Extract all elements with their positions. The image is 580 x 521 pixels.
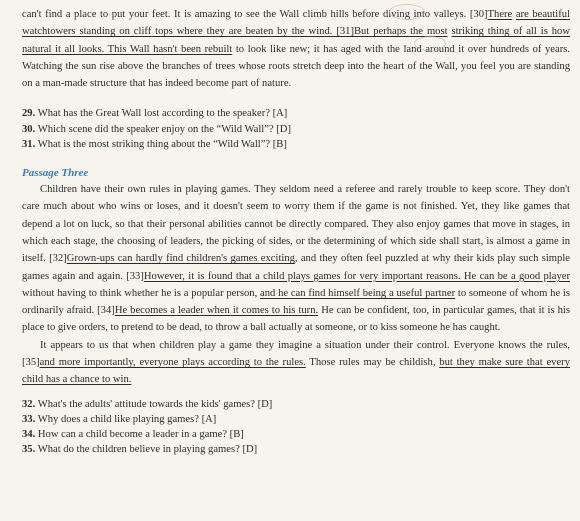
- underlined-text-segment: Grown-ups can hardly find children's games exciting: [66, 253, 295, 265]
- text-segment: deep into the heart of the Wall, you feel you are standing on a man-made structure that has indeed become part: [22, 60, 570, 90]
- question-item: [22, 106, 570, 121]
- text-segment: without having to think whether he is a popular person,: [22, 287, 261, 299]
- question-item: [22, 442, 570, 457]
- underlined-text-segment: He becomes a leader when it comes to his turn.: [114, 305, 319, 317]
- spacer: [22, 389, 570, 397]
- question-item: [22, 412, 570, 427]
- question-text: Why does a child like playing games? [A]: [35, 413, 217, 425]
- passage-three: [22, 166, 570, 389]
- text-segment: the land around it over hundreds of years. Watching the sun rise above the branches of trees whose roots stretch: [22, 43, 570, 72]
- text-segment: of nature.: [250, 78, 292, 90]
- spacer: [22, 92, 570, 106]
- passage-two-continuation: [22, 6, 570, 92]
- text-segment: can't find a place to put your feet. It is amazing to see the Wall climb hills before diving into valleys. [30]: [22, 9, 488, 20]
- text-segment: It appears to us that when children play a game they imagine a situation under their control. Everyone knows the rules, [35]: [22, 339, 570, 369]
- question-number: 34.: [22, 429, 36, 441]
- underlined-text-segment: are beautiful watchtowers standing on cliff tops where they are beaten by the wind. [31]But perhaps the most: [22, 9, 571, 38]
- spacer: [22, 152, 570, 166]
- text-segment: to look like new; it has aged with: [232, 43, 384, 55]
- passage-three-paragraph-1: [22, 181, 570, 337]
- text-segment: Children have their own rules in playing games. They seldom need a referee and rarely trouble to keep score. They don't care much about who wins or loses, and it doesn't seem to worry them if the game is not finished. Yet, they like games that depend a lot on luck, so that their personal abilities cannot be directly compared. They also enjoy games that move in stages, in which each stage, the choosing of leaders, the picking of sides, or the determining of which side shall start, is almost a game in itself. [32]: [22, 184, 570, 265]
- passage-title: Passage Three: [22, 167, 89, 180]
- underlined-text-segment: striking thing of all is how natural it all looks. This Wall hasn't been rebuilt: [22, 26, 570, 55]
- text-segment: Those rules may be childish,: [305, 357, 440, 369]
- question-text: What do the children believe in playing games? [D]: [35, 444, 258, 456]
- text-segment: to someone of whom he is ordinarily afraid. [34]: [22, 287, 570, 317]
- text-segment: , and they often feel puzzled at why their kids play such simple games again and again. [33]: [22, 253, 570, 282]
- question-item: [22, 427, 570, 442]
- underlined-text-segment: but they make sure that every child has a chance to win.: [22, 357, 570, 386]
- question-list-32-35: [22, 397, 570, 458]
- text-segment: He can be confident, too, in particular games, that it is his place to give orders, to pretend to be dead, to throw a ball actually at someone, or to kiss someone he has caught.: [22, 305, 570, 334]
- underlined-text-segment: and he can find himself being a useful partner: [260, 287, 456, 299]
- question-number: 32.: [22, 398, 36, 410]
- question-text: What's the adults' attitude towards the kids' games? [D]: [35, 398, 273, 410]
- underlined-text-segment: However, it is found that a child plays games for very important reasons. He can be a good player: [143, 270, 570, 282]
- question-item: [22, 137, 570, 152]
- passage-three-paragraph-2: [22, 337, 570, 389]
- question-number: 29.: [22, 108, 36, 120]
- underlined-text-segment: There: [487, 9, 513, 20]
- question-number: 31.: [22, 138, 36, 150]
- question-number: 33.: [22, 413, 36, 425]
- question-item: [22, 122, 570, 137]
- question-number: 30.: [22, 123, 36, 135]
- question-text: Which scene did the speaker enjoy on the “Wild Wall”? [D]: [35, 123, 291, 135]
- question-list-29-31: [22, 106, 570, 152]
- question-text: What is the most striking thing about the “Wild Wall”? [B]: [35, 138, 287, 150]
- question-number: 35.: [22, 444, 36, 456]
- underlined-text-segment: and more importantly, everyone plays according to the rules.: [39, 357, 306, 369]
- question-text: How can a child become a leader in a game? [B]: [35, 429, 244, 441]
- passage-two-paragraph: [22, 6, 570, 92]
- question-text: What has the Great Wall lost according to the speaker? [A]: [35, 108, 288, 120]
- question-item: [22, 397, 570, 412]
